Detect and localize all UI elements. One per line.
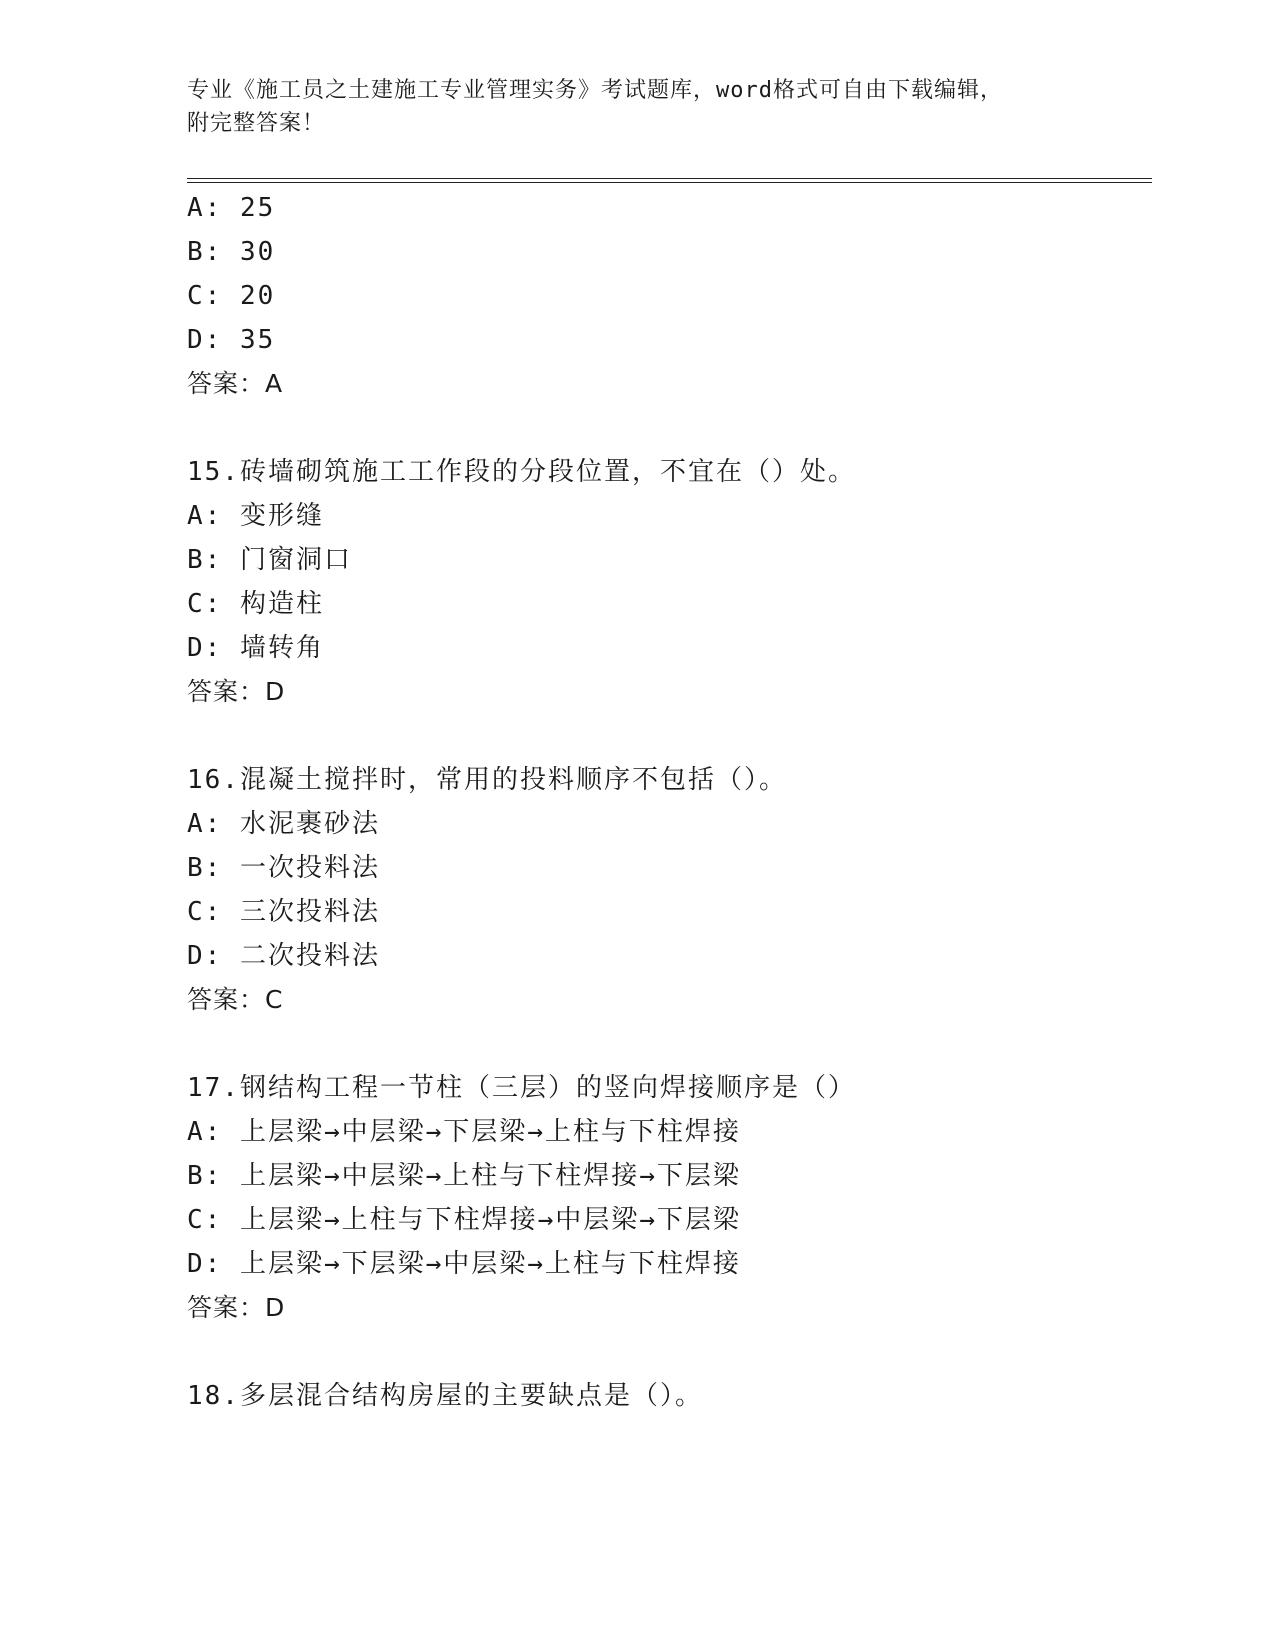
q14-answer: 答案：A xyxy=(187,369,284,398)
q17-option-c: C: 上层梁→上柱与下柱焊接→中层梁→下层梁 xyxy=(187,1205,741,1235)
q17-option-d: D: 上层梁→下层梁→中层梁→上柱与下柱焊接 xyxy=(187,1249,741,1279)
q16-option-c: C: 三次投料法 xyxy=(187,897,380,927)
q15-option-b: B: 门窗洞口 xyxy=(187,545,352,575)
q17-option-b: B: 上层梁→中层梁→上柱与下柱焊接→下层梁 xyxy=(187,1161,741,1191)
q14-option-b: B: 30 xyxy=(187,237,276,267)
q17-stem: 17.钢结构工程一节柱（三层）的竖向焊接顺序是（） xyxy=(187,1073,856,1103)
q16-answer: 答案：C xyxy=(187,985,284,1014)
q15-answer: 答案：D xyxy=(187,677,286,706)
q16-stem: 16.混凝土搅拌时，常用的投料顺序不包括（）。 xyxy=(187,765,787,795)
header-line-1: 专业《施工员之土建施工专业管理实务》考试题库，word格式可自由下载编辑， xyxy=(187,78,1003,103)
q15-stem: 15.砖墙砌筑施工工作段的分段位置，不宜在（）处。 xyxy=(187,457,856,487)
header-line-2: 附完整答案！ xyxy=(187,111,326,136)
header-rule-bottom xyxy=(187,182,1152,183)
q14-option-d: D: 35 xyxy=(187,325,276,355)
q15-option-a: A: 变形缝 xyxy=(187,501,324,531)
q16-option-a: A: 水泥裹砂法 xyxy=(187,809,380,839)
q17-answer: 答案：D xyxy=(187,1293,286,1322)
q16-option-d: D: 二次投料法 xyxy=(187,941,380,971)
document-header xyxy=(187,74,1087,140)
q17-option-a: A: 上层梁→中层梁→下层梁→上柱与下柱焊接 xyxy=(187,1117,741,1147)
q15-option-c: C: 构造柱 xyxy=(187,589,324,619)
q14-option-c: C: 20 xyxy=(187,281,276,311)
q18-stem: 18.多层混合结构房屋的主要缺点是（）。 xyxy=(187,1381,703,1411)
header-rule-top xyxy=(187,178,1152,179)
q15-option-d: D: 墙转角 xyxy=(187,633,324,663)
q16-option-b: B: 一次投料法 xyxy=(187,853,380,883)
q14-option-a: A: 25 xyxy=(187,193,276,223)
